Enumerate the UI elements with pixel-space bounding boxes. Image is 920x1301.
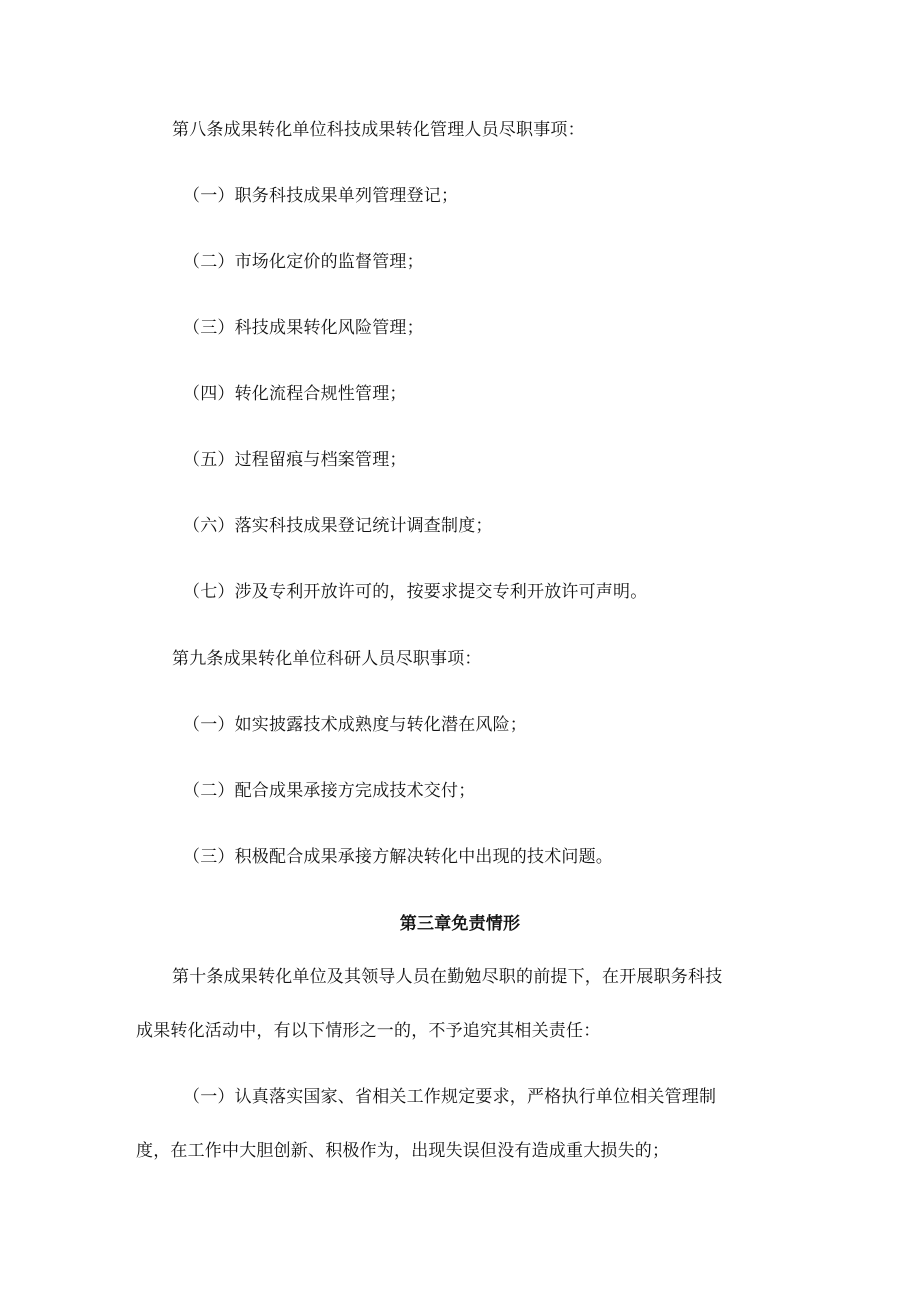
chapter-3-heading-text: 第三章免责情形 <box>399 914 521 934</box>
article-8-item-3: （三）科技成果转化风险管理； <box>183 318 424 338</box>
article-8-item-6: （六）落实科技成果登记统计调查制度； <box>183 516 493 536</box>
article-9-item-1: （一）如实披露技术成熟度与转化潜在风险； <box>183 715 527 735</box>
article-8-item-1: （一）职务科技成果单列管理登记； <box>183 186 459 206</box>
article-8-item-7: （七）涉及专利开放许可的，按要求提交专利开放许可声明。 <box>183 582 648 602</box>
article-9-item-3: （三）积极配合成果承接方解决转化中出现的技术问题。 <box>183 847 613 867</box>
article-10-item-1-line-1: （一）认真落实国家、省相关工作规定要求，严格执行单位相关管理制 <box>183 1087 717 1107</box>
article-10-line-2: 成果转化活动中，有以下情形之一的，不予追究其相关责任： <box>136 1021 601 1041</box>
article-9-item-2: （二）配合成果承接方完成技术交付； <box>183 781 476 801</box>
article-8-title: 第八条成果转化单位科技成果转化管理人员尽职事项： <box>172 120 585 140</box>
article-9-title: 第九条成果转化单位科研人员尽职事项： <box>172 649 482 669</box>
article-8-item-5: （五）过程留痕与档案管理； <box>183 450 407 470</box>
article-10-item-1-line-2: 度，在工作中大胆创新、积极作为，出现失误但没有造成重大损失的； <box>136 1141 670 1161</box>
article-10-line-1: 第十条成果转化单位及其领导人员在勤勉尽职的前提下，在开展职务科技 <box>172 967 723 987</box>
chapter-3-heading <box>0 912 920 936</box>
article-8-item-4: （四）转化流程合规性管理； <box>183 384 407 404</box>
article-8-item-2: （二）市场化定价的监督管理； <box>183 252 424 272</box>
